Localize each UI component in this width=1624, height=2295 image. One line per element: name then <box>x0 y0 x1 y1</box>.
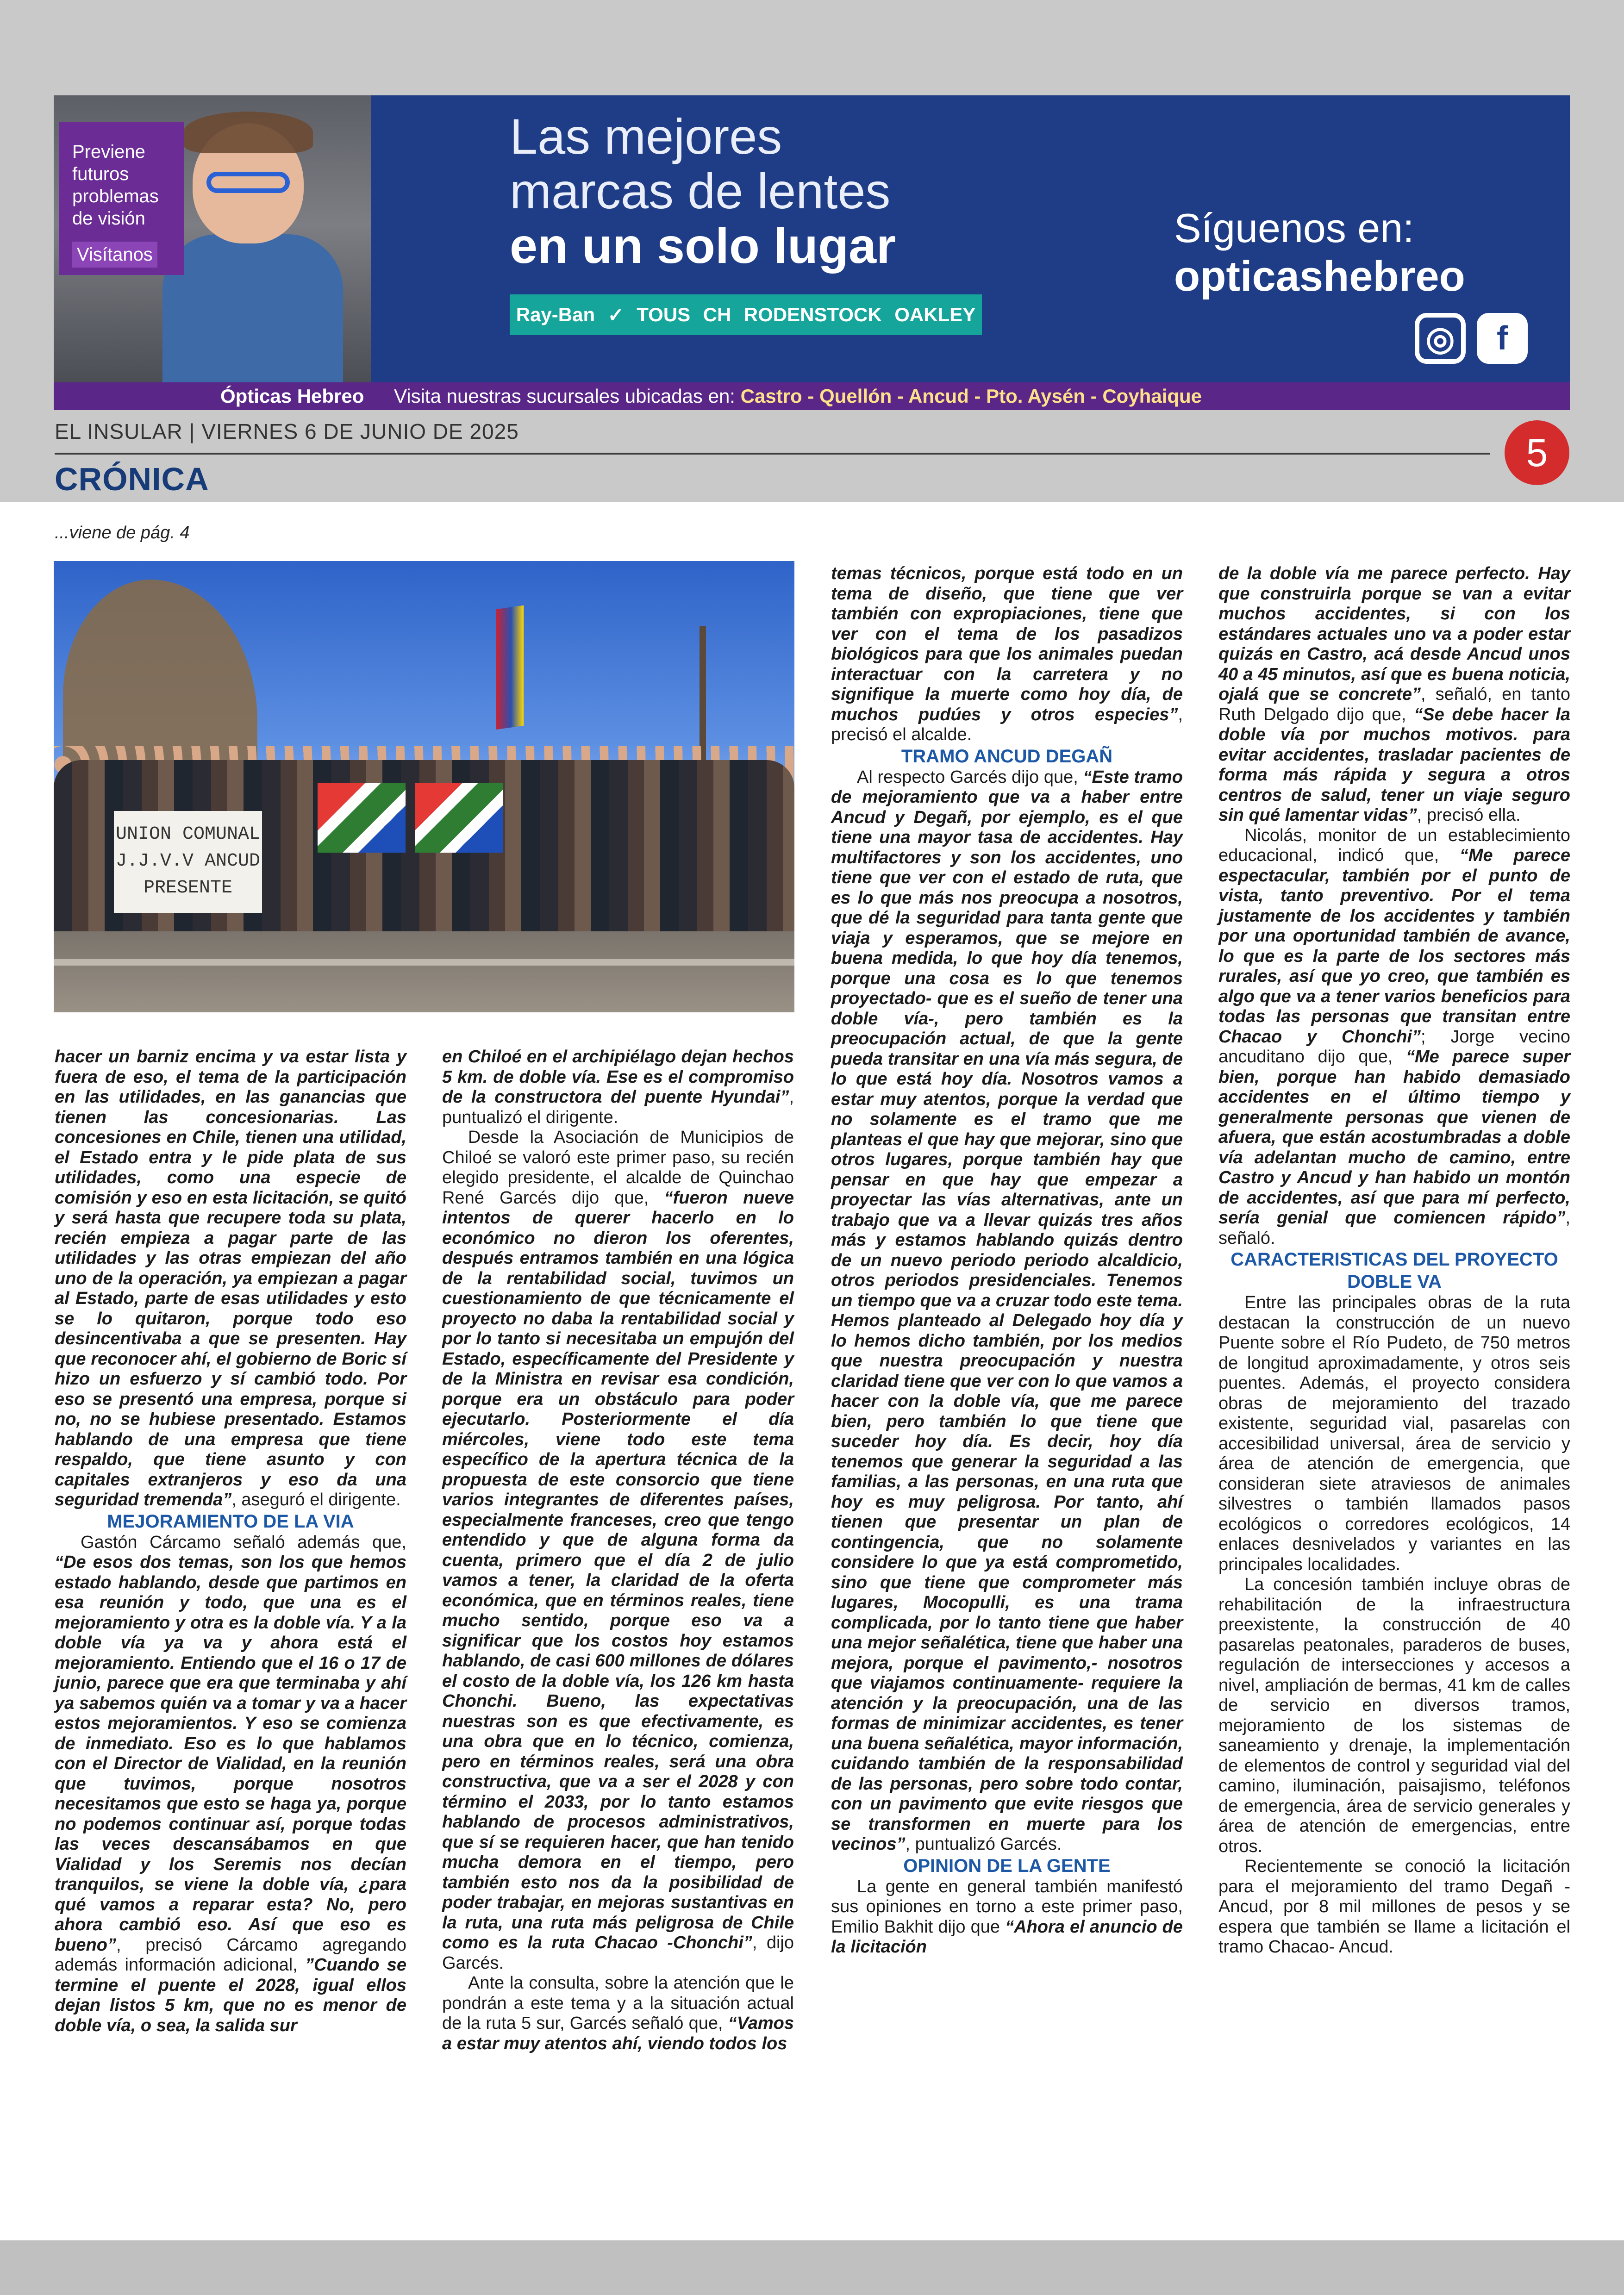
photo-protest-sign: UNION COMUNAL J.J.V.V ANCUD PRESENTE <box>114 811 262 913</box>
body-text: La gente en general también manifestó sus opiniones en torno a este primer paso, Emilio Bakhit dijo que <box>831 1877 1183 1937</box>
brand-logo-ch: CH <box>703 304 731 325</box>
brand-logo-nike: ✓ <box>607 304 624 326</box>
ad-locations <box>394 382 1202 410</box>
body-text: , señaló. <box>1218 1208 1570 1248</box>
ad-headline-line-2: marcas de lentes <box>510 163 891 219</box>
continued-from-note: ...viene de pág. 4 <box>55 523 190 543</box>
quote-text: ”Cuando se termine el puente el 2028, igual ellos dejan listos 5 km, que no es menor de doble vía, o sea, la salida sur <box>55 1955 406 2035</box>
paragraph <box>1218 1857 1570 1958</box>
body-text: Recientemente se conoció la licitación para el mejoramiento del tramo Degañ -Ancud, por 8 mil millones de pesos y se espera que también se llame a licitación el tramo Chacao- Ancud. <box>1218 1857 1570 1957</box>
brand-logo-oakley: OAKLEY <box>894 304 976 325</box>
body-text: La concesión también incluye obras de rehabilitación de la infraestructura preexistente, la construcción de 40 pasarelas peatonales, paraderos de buses, regulación de intersecciones y accesos a nivel, ampliación de bermas, 41 km de calles de servicio en diversos tramos, mejoramiento de los sistemas de saneamiento y drenaje, la implementación de elementos de control y seguridad vial del camino, iluminación, paisajismo, teléfonos de emergencia, área de servicio generales y área de atención de emergencias, entre otros. <box>1218 1575 1570 1856</box>
advertisement-banner[interactable] <box>54 95 1570 410</box>
header-divider <box>55 453 1490 455</box>
paragraph <box>55 1533 406 2036</box>
quote-text: “Se debe hacer la doble vía por muchos motivos. para evitar accidentes, trasladar pacientes de forma más rápida y segura a otros centros de salud, tener un viaje seguro sin qué lamentar vidas” <box>1218 705 1570 825</box>
ad-follow <box>1174 204 1465 300</box>
quote-text: “Me parece espectacular, también por el punto de vista, tanto preventivo. Por el tema justamente de los accidentes y también por una oportunidad también de avance, lo que es la parte de los sectores más rurales, así que yo creo, que también es algo que va a tener varios beneficios para todas las personas que transitan entre Chacao y Chonchi” <box>1218 846 1570 1047</box>
instagram-icon[interactable]: ◎ <box>1415 313 1466 364</box>
ad-follow-handle[interactable]: opticashebreo <box>1174 253 1465 300</box>
ad-child-body <box>162 234 343 382</box>
subheading-mejoramiento: MEJORAMIENTO DE LA VIA <box>107 1511 354 1532</box>
photo-road <box>54 931 794 1012</box>
quote-text: “Ahora el anuncio de la licitación <box>831 1917 1183 1957</box>
paragraph <box>1218 564 1570 826</box>
article-column-3 <box>831 564 1183 1958</box>
facebook-icon[interactable]: f <box>1477 313 1528 364</box>
photo-flag-tall <box>496 605 524 730</box>
ad-visit-button[interactable]: Visítanos <box>72 242 157 268</box>
quote-text: “fueron nueve intentos de querer hacerlo en lo económico no dieron los oferentes, después entramos también en una lógica de la rentabilidad social, tuvimos un cuestionamiento de que técnicamente el proyecto no daba la rentabilidad social y por lo tanto si necesitaba un empujón del Estado, específicamente del Presidente y de la Ministra en revisar esa condición, porque era un obstáculo para poder ejecutarlo. Posteriormente el día miércoles, viene todo este tema específico de la apertura técnica de la propuesta de este consorcio que tiene varios integrantes de diferentes países, especialmente franceses, creo que tengo entendido y que de alguna forma da cuenta, primero que el día 2 de julio vamos a tener, la claridad de la oferta económica, que en términos reales, tiene mucho sentido, porque eso va a significar que los costos hoy estamos hablando, de casi 600 millones de dólares el costo de la doble vía, los 126 km hasta Chonchi. Bueno, las expectativas nuestras son es que efectivamente, es una obra que en lo técnico, comienza, pero en términos reales, será una obra constructiva, que va a ser el 2028 y con término el 2033, por lo tanto estamos hablando de procesos administrativos, que sí se requieren hacer, que han tenido mucha demora en el tiempo, pero también esto nos da la posibilidad de poder trabajar, en mejoras sustantivas en la ruta, una ruta más peligrosa de Chile como es la ruta Chacao -Chonchi” <box>442 1188 794 1952</box>
issue-date-line: EL INSULAR | VIERNES 6 DE JUNIO DE 2025 <box>55 419 519 443</box>
paragraph <box>1218 826 1570 1249</box>
body-text: , señaló, en tanto Ruth Delgado dijo que, <box>1218 685 1570 724</box>
quote-text: de la doble vía me parece perfecto. Hay que construirla porque se van a evitar muchos accidentes, si con los estándares actuales uno va a poder estar quizás en Castro, acá desde Ancud unos 40 a 45 minutos, así que es buena noticia, ojalá que se concrete” <box>1218 564 1570 704</box>
brand-logo-rodenstock: RODENSTOCK <box>743 304 882 325</box>
ad-badge <box>59 122 184 275</box>
glasses-icon <box>206 172 290 193</box>
ad-logo: Ópticas Hebreo <box>220 385 364 407</box>
ad-locations-label: Visita nuestras sucursales ubicadas en: <box>394 385 741 407</box>
photo-flag-right <box>415 783 503 853</box>
body-text: Ante la consulta, sobre la atención que le pondrán a este tema y a la situación actual de la ruta 5 sur, Garcés señaló que, <box>442 1973 794 2033</box>
body-text: Nicolás, monitor de un establecimiento educacional, indicó que, <box>1218 825 1570 865</box>
quote-text: temas técnicos, porque está todo en un tema de diseño, que tiene que ver también con expropiaciones, tiene que ver con el tema de los pasadizos biológicos para que los animales puedan interactuar con la carretera y no signifique la muerte como hoy día, de muchos pudúes y otros especies” <box>831 564 1183 724</box>
body-text: , precisó el alcalde. <box>831 705 1183 744</box>
quote-text: “Me parece super bien, porque han habido demasiado accidentes en el último tiempo y generalmente personas que vienen de afuera, que están acostumbradas a doble vía adelantan mucho de camino, entre Castro y Ancud y han habido un montón de accidentes, así que para mí perfecto, sería genial que comiencen rápido” <box>1218 1047 1570 1228</box>
body-text: , dijo Garcés. <box>442 1933 794 1973</box>
ad-headline-line-1: Las mejores <box>510 108 782 164</box>
quote-text: “Vamos a estar muy atentos ahí, viendo todos los <box>442 2014 794 2053</box>
page-number-badge: 5 <box>1505 420 1569 485</box>
body-text: Gastón Cárcamo señaló además que, <box>81 1532 406 1552</box>
subheading-caracteristicas: CARACTERISTICAS DEL PROYECTO DOBLE VA <box>1230 1249 1558 1292</box>
body-text: , puntualizó Garcés. <box>905 1834 1062 1854</box>
ad-brand-strip <box>510 294 982 335</box>
body-text: Desde la Asociación de Municipios de Chiloé se valoró este primer paso, su recién elegido presidente, el alcalde de Quinchao René Garcés dijo que, <box>442 1128 794 1208</box>
quote-text: hacer un barniz encima y va estar lista y fuera de eso, el tema de la participación en las utilidades, en las ganancias que tienen las concesionarias. Las concesiones en Chile, tienen una utilidad, el Estado entra y le pide plata de sus utilidades, como una especie de comisión y eso en esta licitación, se quitó y será hasta que recupere toda su plata, recién empieza a pagar parte de las utilidades y las otras empiezan del año uno de la operación, ya empiezan a pagar al Estado, parte de esas utilidades y esto se lo quitaron, porque todo eso desincentivaba a que se presenten. Hay que reconocer ahí, el gobierno de Boric sí hizo un esfuerzo y sí cambió todo. Por eso se presentó una empresa, porque si no, no se hubiese presentado. Estamos hablando de una empresa que tiene respaldo, que tiene asunto y con capitales extranjeros y eso da una seguridad tremenda” <box>55 1047 406 1509</box>
body-text: , puntualizó el dirigente. <box>442 1087 794 1127</box>
ad-footer-bar <box>54 382 1570 410</box>
ad-headline-line-3: en un solo lugar <box>510 218 896 274</box>
paragraph <box>831 564 1183 745</box>
paragraph <box>442 1047 794 1128</box>
article-column-4 <box>1218 564 1570 1958</box>
article-column-1 <box>55 1047 406 2036</box>
ad-child-hair <box>183 112 313 153</box>
paragraph <box>55 1047 406 1510</box>
subheading-tramo: TRAMO ANCUD DEGAÑ <box>901 746 1113 767</box>
paragraph <box>1218 1575 1570 1857</box>
quote-text: en Chiloé en el archipiélago dejan hechos 5 km. de doble vía. Ese es el compromiso de la constructora del puente Hyundai” <box>442 1047 794 1107</box>
ad-follow-label: Síguenos en: <box>1174 205 1414 251</box>
body-text: , aseguró el dirigente. <box>231 1490 401 1509</box>
quote-text: “De esos dos temas, son los que hemos estado hablando, desde que partimos en esa reunión y todo, que una es el mejoramiento y otra es la doble vía. Y a la doble vía ya va y ahora está el mejoramiento. Entiendo que el 16 o 17 de junio, parece que era que terminaba y ahí ya sabemos quién va a tomar y va a hacer estos mejoramientos. Y eso se comienza de inmediato. Eso es lo que hablamos con el Director de Vialidad, en la reunión que tuvimos, porque nosotros necesitamos que esto se haga ya, porque no podemos continuar así, porque todas las veces descansábamos en que Vialidad y los Seremis nos decían tranquilos, se viene la doble vía, ¿para qué vamos a reparar esta? No, pero ahora cambió eso. Así que eso es bueno” <box>55 1553 406 1955</box>
ad-social-icons <box>1415 313 1528 364</box>
quote-text: “Este tramo de mejoramiento que va a haber entre Ancud y Degañ, por ejemplo, es el que tiene una mayor tasa de accidentes. Hay multifactores y son los accidentes, uno tiene que ver con el estado de ruta, que es lo que más nos preocupa a nosotros, que dé la seguridad para tanta gente que viaja y esperamos, que se mejore en buena medida, lo que hoy día tenemos, porque una cosa es lo que tenemos proyectado- que es el sueño de tener una doble vía-, pero también es la preocupación actual, de que la gente pueda transitar en una vía más segura, de lo que está hoy día. Nosotros vamos a estar muy atentos, porque la verdad que no solamente es el tramo que me planteas el que hay que mejorar, sino que otros lugares, porque también hay que pensar en que hay que empezar a proyectar las vías alternativas, ante un trabajo que va a llevar quizás tres años más y estamos hablando quizás dentro de un nuevo periodo periodo alcaldicio, otros periodos presidenciales. Tenemos un tiempo que va a cruzar todo este tema. Hemos planteado al Delegado hoy día y lo hemos dicho también, por los medios que nuestra preocupación y nuestra claridad tiene que ver con lo que vamos a hacer con la doble vía, que me parece bien, pero también lo que tiene que suceder hoy día. Es decir, hoy día tenemos que generar la seguridad a las familias, a las personas, en una ruta que hoy es muy peligrosa. Por tanto, ahí tienen que presentar un plan de contingencia, que no solamente considere lo que ya está comprometido, sino que tiene que comprometer más lugares, Mocopulli, es una trama complicada, por lo tanto tiene que haber una mejor señalética, tiene que haber una mejora, porque el pavimento,- nosotros que viajamos continuamente- requiere la atención y la preocupación, una de las formas de minimizar accidentes, es tener una buena señalética, mayor información, cuidando también de la responsabilidad de las personas, pero sobre todo contar, con un pavimento que evite riesgos que se transformen en muerte para los vecinos” <box>831 767 1183 1854</box>
body-text: , precisó Cárcamo agregando además información adicional, <box>55 1935 406 1975</box>
paragraph <box>831 1877 1183 1958</box>
article-column-2 <box>442 1047 794 2054</box>
brand-logo-tous: TOUS <box>637 304 691 325</box>
body-text: ; Jorge vecino ancuditano dijo que, <box>1218 1027 1571 1066</box>
body-text: Al respecto Garcés dijo que, <box>857 767 1083 787</box>
body-text: Entre las principales obras de la ruta destacan la construcción de un nuevo Puente sobre el Río Pudeto, de 750 metros de longitud aproximadamente, y otros seis puentes. Además, el proyecto considera obras de mejoramiento del trazado existente, seguridad vial, pasarelas con accesibilidad universal, área de servicio y área de atención de emergencia, que consideran siete atraviesos de animales silvestres o también llamados pasos ecológicos o corredores ecológicos, 14 enlaces desnivelados y variantes en las principales localidades. <box>1218 1293 1570 1574</box>
ad-locations-list: Castro - Quellón - Ancud - Pto. Aysén - Coyhaique <box>740 385 1202 407</box>
bottom-background <box>0 2240 1624 2295</box>
brand-logo-rayban: Ray-Ban <box>516 304 595 325</box>
paragraph <box>442 1128 794 1973</box>
section-title: CRÓNICA <box>55 461 209 497</box>
body-text: , precisó ella. <box>1417 805 1521 825</box>
article-photo <box>54 561 794 1012</box>
ad-headline <box>510 109 896 273</box>
paragraph <box>1218 1293 1570 1575</box>
ad-badge-text: Previene futuros problemas de visión <box>72 142 159 229</box>
paragraph <box>442 1973 794 2054</box>
subheading-opinion: OPINION DE LA GENTE <box>903 1855 1111 1876</box>
paragraph <box>831 767 1183 1855</box>
photo-flag-left <box>318 783 406 853</box>
